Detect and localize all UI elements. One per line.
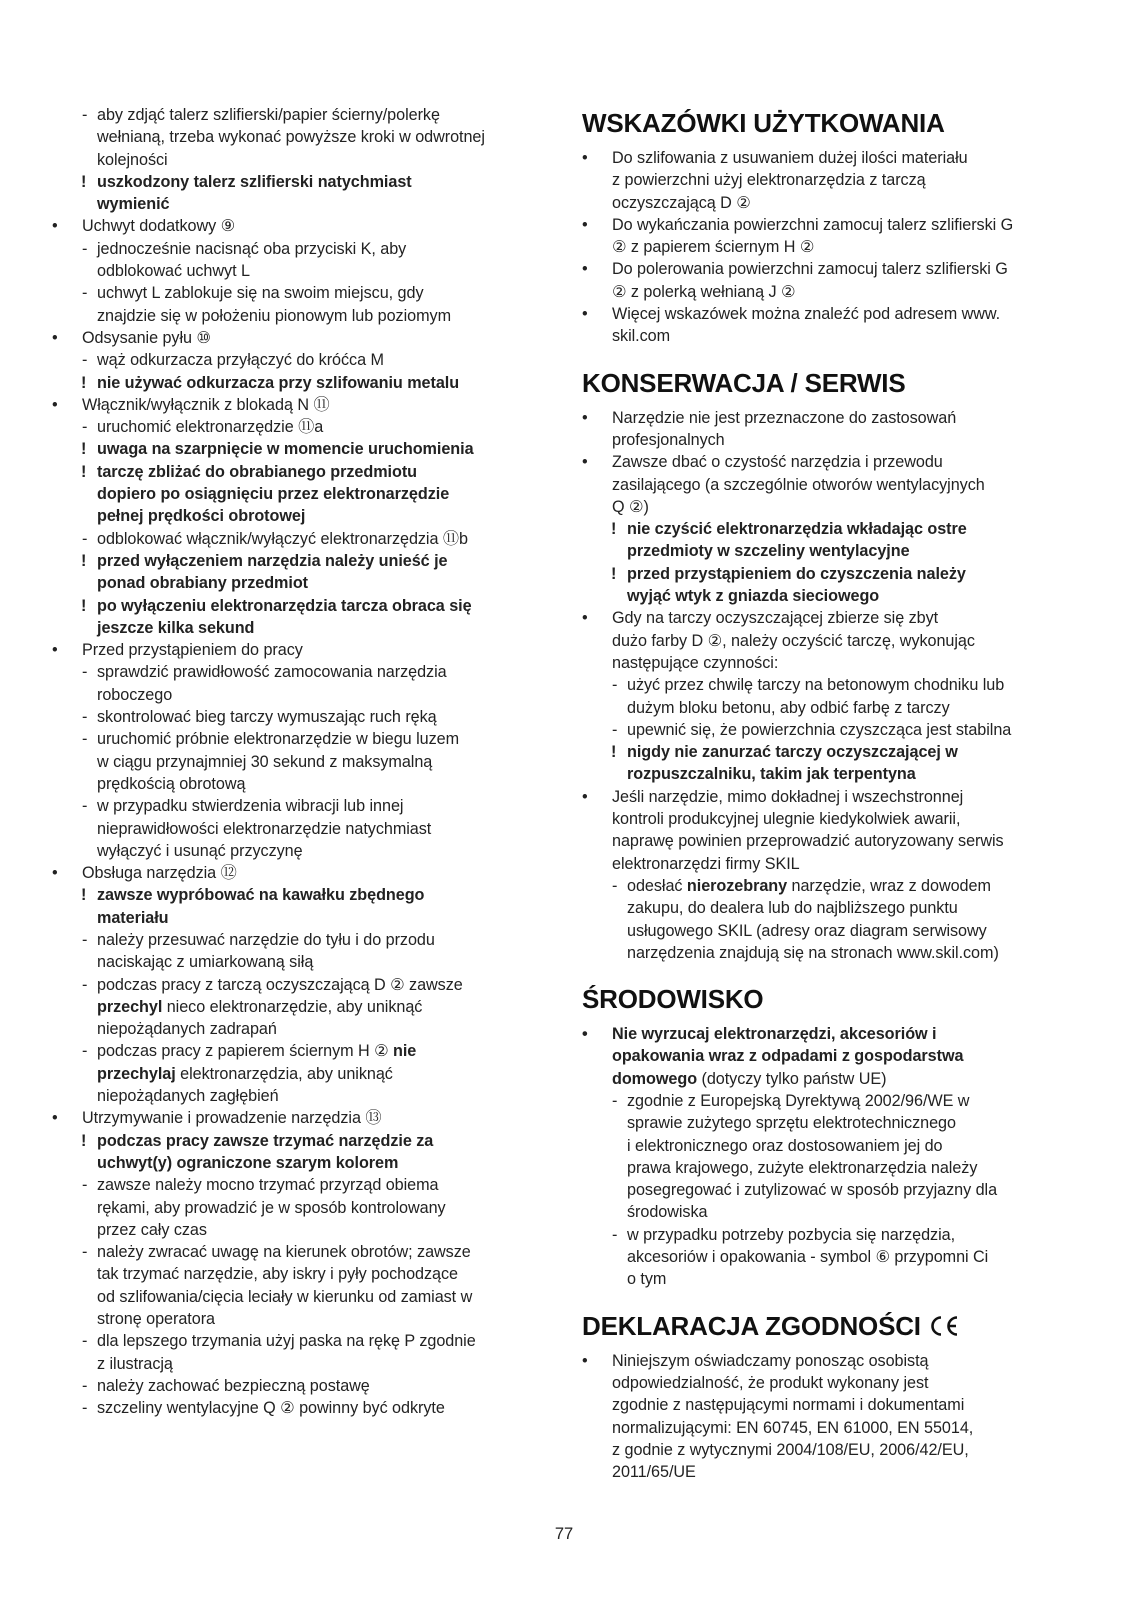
line-text: nie używać odkurzacza przy szlifowaniu metalu: [97, 373, 460, 392]
line-text: upewnić się, że powierzchnia czyszcząca jest stabilna: [627, 720, 1012, 739]
text-line: [52, 951, 552, 973]
line-text: elektronarzędzi firmy SKIL: [612, 854, 800, 873]
line-text: [627, 875, 991, 897]
dash-marker: -: [82, 1243, 88, 1262]
text-line: [52, 528, 552, 550]
line-text: uruchomić próbnie elektronarzędzie w biegu luzem: [97, 730, 460, 749]
line-text: Utrzymywanie i prowadzenie narzędzia ⑬: [82, 1109, 382, 1128]
line-text: skontrolować bieg tarczy wymuszając ruch ręką: [97, 708, 437, 727]
line-text: opakowania wraz z odpadami z gospodarstwa: [612, 1047, 964, 1066]
text-line: [582, 147, 1082, 169]
line-text: dużo farby D ②, należy oczyścić tarczę, wykonując: [612, 631, 975, 650]
line-text: prawa krajowego, zużyte elektronarzędzia należy: [627, 1158, 978, 1177]
text-line: [582, 1394, 1082, 1416]
left-column: [52, 104, 552, 1420]
line-text: odpowiedzialność, że produkt wykonany jest: [612, 1373, 929, 1392]
line-text: wymienić: [97, 195, 170, 214]
bullet-marker: •: [582, 260, 588, 279]
line-text: nie czyścić elektronarzędzia wkładając ostre: [627, 520, 967, 539]
text-line: [52, 1241, 552, 1263]
text-line: [52, 929, 552, 951]
text-line: [582, 303, 1082, 325]
dash-marker: -: [82, 106, 88, 124]
dash-marker: -: [82, 239, 88, 258]
text-segment: podczas pracy z papierem ściernym H ②: [97, 1042, 393, 1061]
dash-marker: -: [82, 284, 88, 303]
text-line: [52, 349, 552, 371]
section-heading: [582, 108, 1082, 138]
line-text: niepożądanych zagłębień: [97, 1087, 279, 1106]
section-title: KONSERWACJA / SERWIS: [582, 367, 906, 398]
text-line: [582, 630, 1082, 652]
dash-marker: -: [82, 351, 88, 370]
warning-marker: !: [81, 551, 87, 570]
line-text: zawsze wypróbować na kawałku zbędnego: [97, 886, 425, 905]
text-line: [52, 1197, 552, 1219]
dash-marker: -: [612, 1091, 618, 1110]
bullet-marker: •: [582, 1025, 588, 1044]
line-text: zakupu, do dealera lub do najbliższego punktu: [627, 899, 958, 918]
text-line: [52, 372, 552, 394]
line-text: wyłączyć i usunąć przyczynę: [97, 841, 303, 860]
text-line: [582, 236, 1082, 258]
page-number: 77: [554, 1525, 574, 1543]
line-text: usługowego SKIL (adresy oraz diagram serwisowy: [627, 921, 987, 940]
line-text: Uchwyt dodatkowy ⑨: [82, 217, 236, 236]
text-line: [52, 706, 552, 728]
ce-mark-icon: [929, 1315, 959, 1337]
text-line: [582, 325, 1082, 347]
text-line: [582, 192, 1082, 214]
line-text: ② z papierem ściernym H ②: [612, 238, 815, 257]
bullet-marker: •: [52, 328, 58, 347]
line-text: odblokować uchwyt L: [97, 262, 250, 281]
text-line: [52, 1219, 552, 1241]
warning-marker: !: [611, 743, 617, 762]
warning-marker: !: [81, 596, 87, 615]
line-text: Zawsze dbać o czystość narzędzia i przewodu: [612, 453, 943, 472]
line-text: uchwyt(y) ograniczone szarym kolorem: [97, 1153, 399, 1172]
text-line: [582, 1135, 1082, 1157]
line-text: odblokować włącznik/wyłączyć elektronarzędzia ⑪b: [97, 529, 468, 548]
line-text: [612, 1068, 886, 1090]
text-line: [52, 505, 552, 527]
text-line: [52, 818, 552, 840]
text-line: [582, 786, 1082, 808]
line-text: Narzędzie nie jest przeznaczone do zastosowań: [612, 408, 957, 427]
text-line: [52, 661, 552, 683]
line-text: Obsługa narzędzia ⑫: [82, 864, 237, 883]
bullet-marker: •: [582, 149, 588, 167]
bold-segment: nie: [393, 1042, 417, 1061]
text-line: [582, 474, 1082, 496]
dash-marker: -: [82, 529, 88, 548]
text-line: [582, 741, 1082, 763]
text-line: [582, 1179, 1082, 1201]
text-line: [52, 728, 552, 750]
text-line: [52, 884, 552, 906]
text-line: [582, 1246, 1082, 1268]
text-line: [582, 920, 1082, 942]
line-text: przez cały czas: [97, 1220, 207, 1239]
text-line: [582, 1372, 1082, 1394]
line-text: należy zwracać uwagę na kierunek obrotów; zawsze: [97, 1243, 471, 1262]
text-line: [52, 907, 552, 929]
text-line: [582, 1023, 1082, 1045]
text-line: [582, 1461, 1082, 1483]
dash-marker: -: [82, 708, 88, 727]
text-line: [52, 1063, 552, 1085]
text-line: [52, 862, 552, 884]
bold-segment: przechyl: [97, 997, 163, 1016]
dash-marker: -: [82, 730, 88, 749]
text-line: [52, 1085, 552, 1107]
line-text: przed wyłączeniem narzędzia należy unieść je: [97, 551, 448, 570]
text-line: [52, 572, 552, 594]
text-line: [582, 281, 1082, 303]
line-text: ponad obrabiany przedmiot: [97, 574, 308, 593]
line-text: aby zdjąć talerz szlifierski/papier ścierny/polerkę: [97, 106, 440, 124]
text-line: [52, 639, 552, 661]
dash-marker: -: [82, 663, 88, 682]
line-text: podczas pracy zawsze trzymać narzędzie za: [97, 1131, 434, 1150]
warning-marker: !: [81, 886, 87, 905]
text-line: [52, 795, 552, 817]
line-text: Do polerowania powierzchni zamocuj talerz szlifierski G: [612, 260, 1008, 279]
line-text: roboczego: [97, 685, 173, 704]
text-line: [582, 496, 1082, 518]
line-text: Włącznik/wyłącznik z blokadą N ⑪: [82, 395, 330, 414]
line-text: dopiero po osiągnięciu przez elektronarzędzie: [97, 485, 450, 504]
line-text: wyjąć wtyk z gniazda sieciowego: [627, 587, 880, 606]
text-line: [52, 171, 552, 193]
line-text: Nie wyrzucaj elektronarzędzi, akcesoriów i: [612, 1025, 937, 1044]
text-segment: narzędzie, wraz z dowodem: [787, 876, 991, 895]
section-title: ŚRODOWISKO: [582, 984, 764, 1015]
line-text: i elektronicznego oraz dostosowaniem jej do: [627, 1136, 943, 1155]
line-text: Odsysanie pyłu ⑩: [82, 328, 211, 347]
bullet-marker: •: [582, 408, 588, 427]
line-text: użyć przez chwilę tarczy na betonowym chodniku lub: [627, 676, 1005, 695]
text-line: [52, 126, 552, 148]
line-text: znajdzie się w położeniu pionowym lub poziomym: [97, 306, 451, 325]
line-text: następujące czynności:: [612, 653, 779, 672]
line-text: uruchomić elektronarzędzie ⑪a: [97, 418, 324, 437]
line-text: [97, 1063, 393, 1085]
text-line: [52, 215, 552, 237]
text-line: [582, 1439, 1082, 1461]
text-line: [52, 238, 552, 260]
text-line: [582, 1112, 1082, 1134]
line-text: sprawdzić prawidłowość zamocowania narzędzia: [97, 663, 447, 682]
text-line: [52, 1130, 552, 1152]
line-text: kontroli produkcyjnej ulegnie kiedykolwiek awarii,: [612, 810, 961, 829]
text-segment: (dotyczy tylko państw UE): [697, 1069, 887, 1088]
line-text: materiału: [97, 908, 169, 927]
warning-marker: !: [81, 1131, 87, 1150]
dash-marker: -: [82, 1332, 88, 1351]
bullet-marker: •: [582, 215, 588, 234]
line-text: sprawie zużytego sprzętu elektrotechnicznego: [627, 1114, 956, 1133]
line-text: niepożądanych zadrapań: [97, 1020, 277, 1039]
line-text: dużym bloku betonu, aby odbić farbę z tarczy: [627, 698, 950, 717]
text-line: [52, 595, 552, 617]
text-line: [52, 1263, 552, 1285]
line-text: w przypadku stwierdzenia wibracji lub innej: [97, 797, 404, 816]
text-line: [582, 1201, 1082, 1223]
text-line: [52, 149, 552, 171]
text-line: [52, 1330, 552, 1352]
text-line: [582, 808, 1082, 830]
text-line: [582, 652, 1082, 674]
line-text: stronę operatora: [97, 1310, 215, 1329]
text-line: [52, 104, 552, 126]
text-line: [582, 1224, 1082, 1246]
right-column: [582, 104, 1082, 1483]
text-line: [582, 407, 1082, 429]
text-line: [52, 1308, 552, 1330]
text-line: [582, 1417, 1082, 1439]
text-line: [52, 550, 552, 572]
text-line: [52, 483, 552, 505]
line-text: uchwyt L zablokuje się na swoim miejscu, gdy: [97, 284, 424, 303]
dash-marker: -: [82, 1176, 88, 1195]
line-text: o tym: [627, 1270, 667, 1289]
text-line: [52, 394, 552, 416]
line-text: Q ②): [612, 497, 649, 516]
warning-marker: !: [81, 172, 87, 191]
bullet-marker: •: [582, 305, 588, 324]
line-text: w ciągu przynajmniej 30 sekund z maksymalną: [97, 752, 433, 771]
dash-marker: -: [612, 876, 618, 895]
text-line: [52, 1040, 552, 1062]
section-title: WSKAZÓWKI UŻYTKOWANIA: [582, 108, 945, 138]
dash-marker: -: [82, 418, 88, 437]
line-text: Do szlifowania z usuwaniem dużej ilości materiału: [612, 149, 968, 167]
bullet-marker: •: [582, 609, 588, 628]
text-line: [582, 853, 1082, 875]
line-text: tak trzymać narzędzie, aby iskry i pyły pochodzące: [97, 1265, 458, 1284]
line-text: przed przystąpieniem do czyszczenia należy: [627, 564, 966, 583]
text-line: [582, 451, 1082, 473]
line-text: Do wykańczania powierzchni zamocuj talerz szlifierski G: [612, 215, 1014, 234]
line-text: od szlifowania/cięcia leciały w kierunku od zamiast w: [97, 1287, 473, 1306]
line-text: z ilustracją: [97, 1354, 173, 1373]
text-line: [52, 773, 552, 795]
line-text: jednocześnie nacisnąć oba przyciski K, aby: [97, 239, 407, 258]
dash-marker: -: [82, 930, 88, 949]
text-line: [582, 258, 1082, 280]
text-line: [52, 282, 552, 304]
dash-marker: -: [82, 1376, 88, 1395]
warning-marker: !: [611, 520, 617, 539]
line-text: pełnej prędkości obrotowej: [97, 507, 306, 526]
dash-marker: -: [612, 1225, 618, 1244]
text-line: [52, 1018, 552, 1040]
text-line: [582, 563, 1082, 585]
line-text: Przed przystąpieniem do pracy: [82, 641, 303, 660]
warning-marker: !: [81, 373, 87, 392]
line-text: ② z polerką wełnianą J ②: [612, 282, 796, 301]
line-text: Niniejszym oświadczamy ponosząc osobistą: [612, 1351, 929, 1370]
line-text: w przypadku potrzeby pozbycia się narzędzia,: [627, 1225, 956, 1244]
text-line: [582, 518, 1082, 540]
line-text: [97, 996, 422, 1018]
text-line: [582, 607, 1082, 629]
bullet-marker: •: [52, 864, 58, 883]
warning-marker: !: [611, 564, 617, 583]
text-line: [582, 942, 1082, 964]
line-text: posegregować i zutylizować w sposób przyjazny dla: [627, 1181, 998, 1200]
text-line: [582, 429, 1082, 451]
text-line: [582, 214, 1082, 236]
line-text: nieprawidłowości elektronarzędzie natychmiast: [97, 819, 432, 838]
text-line: [52, 1286, 552, 1308]
text-line: [582, 830, 1082, 852]
bold-segment: domowego: [612, 1069, 698, 1088]
line-text: zgodnie z następującymi normami i dokumentami: [612, 1396, 965, 1415]
line-text: narzędzenia znajdują się na stronach www.skil.com): [627, 943, 999, 962]
line-text: 2011/65/UE: [612, 1463, 696, 1482]
text-line: [582, 169, 1082, 191]
line-text: wełnianą, trzeba wykonać powyższe kroki w odwrotnej: [97, 128, 485, 147]
line-text: nigdy nie zanurzać tarczy oczyszczającej w: [627, 743, 958, 762]
dash-marker: -: [612, 676, 618, 695]
warning-marker: !: [81, 462, 87, 481]
text-line: [582, 540, 1082, 562]
text-segment: nieco elektronarzędzie, aby uniknąć: [162, 997, 423, 1016]
line-text: z godnie z wytycznymi 2004/108/EU, 2006/42/EU,: [612, 1440, 969, 1459]
text-line: [52, 438, 552, 460]
text-line: [52, 751, 552, 773]
line-text: rozpuszczalniku, takim jak terpentyna: [627, 765, 916, 784]
text-line: [52, 1107, 552, 1129]
line-text: profesjonalnych: [612, 430, 725, 449]
bold-segment: przechylaj: [97, 1064, 176, 1083]
section-heading: [582, 984, 1082, 1014]
text-line: [52, 974, 552, 996]
text-line: [582, 763, 1082, 785]
dash-marker: -: [612, 720, 618, 739]
text-segment: elektronarzędzia, aby uniknąć: [175, 1064, 393, 1083]
line-text: jeszcze kilka sekund: [97, 618, 255, 637]
text-line: [582, 1090, 1082, 1112]
bullet-marker: •: [52, 217, 58, 236]
text-line: [52, 684, 552, 706]
text-segment: odesłać: [627, 876, 687, 895]
text-line: [582, 585, 1082, 607]
line-text: z powierzchni użyj elektronarzędzia z tarczą: [612, 171, 926, 190]
line-text: oczyszczającą D ②: [612, 193, 751, 212]
line-text: podczas pracy z tarczą oczyszczającą D ② zawsze: [97, 975, 463, 994]
text-line: [582, 1157, 1082, 1179]
text-line: [582, 897, 1082, 919]
line-text: kolejności: [97, 150, 168, 169]
text-line: [582, 697, 1082, 719]
text-line: [52, 327, 552, 349]
text-line: [582, 875, 1082, 897]
line-text: rękami, aby prowadzić je w sposób kontrolowany: [97, 1198, 446, 1217]
text-line: [52, 1174, 552, 1196]
text-line: [52, 461, 552, 483]
line-text: uszkodzony talerz szlifierski natychmiast: [97, 172, 412, 191]
line-text: normalizującymi: EN 60745, EN 61000, EN 55014,: [612, 1418, 974, 1437]
line-text: wąż odkurzacza przyłączyć do króćca M: [97, 351, 384, 370]
text-line: [582, 1045, 1082, 1067]
text-line: [52, 840, 552, 862]
line-text: Gdy na tarczy oczyszczającej zbierze się zbyt: [612, 609, 939, 628]
line-text: Więcej wskazówek można znaleźć pod adresem www.: [612, 305, 1001, 324]
text-line: [52, 1152, 552, 1174]
dash-marker: -: [82, 1399, 88, 1418]
text-line: [52, 305, 552, 327]
line-text: [97, 1040, 416, 1062]
dash-marker: -: [82, 975, 88, 994]
text-line: [582, 674, 1082, 696]
text-line: [582, 719, 1082, 741]
dash-marker: -: [82, 797, 88, 816]
line-text: tarczę zbliżać do obrabianego przedmiotu: [97, 462, 417, 481]
line-text: zasilającego (a szczególnie otworów wentylacyjnych: [612, 475, 985, 494]
bullet-marker: •: [52, 641, 58, 660]
line-text: zawsze należy mocno trzymać przyrząd obiema: [97, 1176, 439, 1195]
section-heading: [582, 368, 1082, 398]
line-text: szczeliny wentylacyjne Q ② powinny być odkryte: [97, 1399, 445, 1418]
text-line: [52, 617, 552, 639]
line-text: zgodnie z Europejską Dyrektywą 2002/96/WE w: [627, 1091, 970, 1110]
line-text: prędkością obrotową: [97, 774, 246, 793]
text-line: [52, 193, 552, 215]
section-title: DEKLARACJA ZGODNOŚCI: [582, 1310, 921, 1341]
text-line: [52, 996, 552, 1018]
bullet-marker: •: [582, 787, 588, 806]
text-line: [52, 1353, 552, 1375]
text-line: [582, 1350, 1082, 1372]
text-line: [52, 1397, 552, 1419]
text-line: [52, 260, 552, 282]
line-text: skil.com: [612, 327, 671, 346]
line-text: środowiska: [627, 1203, 708, 1222]
text-line: [52, 1375, 552, 1397]
line-text: uwaga na szarpnięcie w momencie uruchomienia: [97, 440, 474, 459]
text-line: [52, 416, 552, 438]
text-line: [582, 1068, 1082, 1090]
dash-marker: -: [82, 1042, 88, 1061]
line-text: akcesoriów i opakowania - symbol ⑥ przypomni Ci: [627, 1248, 989, 1267]
warning-marker: !: [81, 440, 87, 459]
line-text: należy przesuwać narzędzie do tyłu i do przodu: [97, 930, 435, 949]
section-heading: [582, 1311, 1082, 1341]
line-text: należy zachować bezpieczną postawę: [97, 1376, 370, 1395]
line-text: Jeśli narzędzie, mimo dokładnej i wszechstronnej: [612, 787, 964, 806]
bold-segment: nierozebrany: [686, 876, 788, 895]
bullet-marker: •: [582, 453, 588, 472]
bullet-marker: •: [52, 1109, 58, 1128]
line-text: przedmioty w szczeliny wentylacyjne: [627, 542, 910, 561]
line-text: po wyłączeniu elektronarzędzia tarcza obraca się: [97, 596, 472, 615]
line-text: dla lepszego trzymania użyj paska na rękę P zgodnie: [97, 1332, 476, 1351]
text-line: [582, 1268, 1082, 1290]
bullet-marker: •: [582, 1351, 588, 1370]
line-text: naciskając z umiarkowaną siłą: [97, 953, 314, 972]
bullet-marker: •: [52, 395, 58, 414]
line-text: naprawę powinien przeprowadzić autoryzowany serwis: [612, 832, 1004, 851]
